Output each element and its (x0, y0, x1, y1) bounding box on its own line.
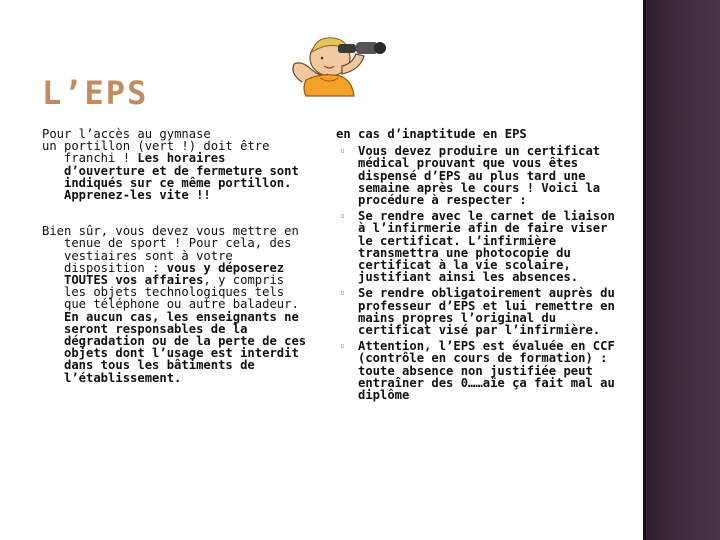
text-run-bold: Les horaires d’ouverture et de fermeture sont indiqués sur ce même portillon. Apprenez-les vite !! (64, 151, 299, 203)
bullet-icon: ▫ (340, 211, 345, 221)
text-run-bold: En aucun cas, les enseignants ne seront responsables de la dégradation ou de la perte de ces objets dont l’usage est interdit dans tous les bâtiments de l’établissement. (64, 309, 307, 385)
section-heading: en cas d’inaptitude en EPS (336, 127, 527, 141)
list-item-text: Se rendre avec le carnet de liaison à l’infirmerie afin de faire viser le certificat. L’infirmière transmettra une photocopie du certificat à la vie scolaire, justifiant ainsi les absences. (358, 209, 615, 285)
paragraph-vestiaires (42, 225, 312, 384)
text-line: Pour l’accès au gymnase (42, 127, 211, 141)
procedure-list (336, 145, 626, 401)
list-item-text: Se rendre obligatoirement auprès du professeur d’EPS et lui remettre en mains propres l’original du certificat visé par l’infirmière. (358, 286, 615, 338)
text-run-bold: vous y déposerez TOUTES vos affaires (64, 260, 285, 288)
list-item-text: Vous devez produire un certificat médical prouvant que vous êtes dispensé d’EPS au plus tard une semaine après le cours ! Voici la procédure à respecter : (358, 144, 601, 208)
list-item-text: Attention, l’EPS est évaluée en CCF (contrôle en cours de formation) : toute absence non justifiée peut entraîner des 0……aïe ça fait mal au diplôme (358, 339, 615, 403)
bullet-icon: ▫ (340, 288, 345, 298)
list-item (336, 340, 626, 401)
list-item (336, 145, 626, 206)
list-item (336, 287, 626, 336)
text-run: un portillon (vert !) doit être franchi ! (42, 139, 270, 166)
bullet-icon: ▫ (340, 341, 345, 351)
text-run: Bien sûr, vous devez vous mettre en tenue de sport ! Pour cela, des vestiaires sont à votre disposition : (42, 224, 299, 275)
text-run: , y compris les objets technologiques tels que téléphone ou autre baladeur. (64, 273, 299, 312)
right-column (336, 128, 626, 405)
list-item (336, 210, 626, 283)
bullet-icon: ▫ (340, 146, 345, 156)
paragraph-portillon (42, 140, 312, 201)
left-column (42, 128, 312, 384)
slide-title: L’EPS (42, 74, 149, 112)
decorative-sidebar (643, 0, 720, 540)
person-with-binoculars-icon (272, 24, 392, 108)
